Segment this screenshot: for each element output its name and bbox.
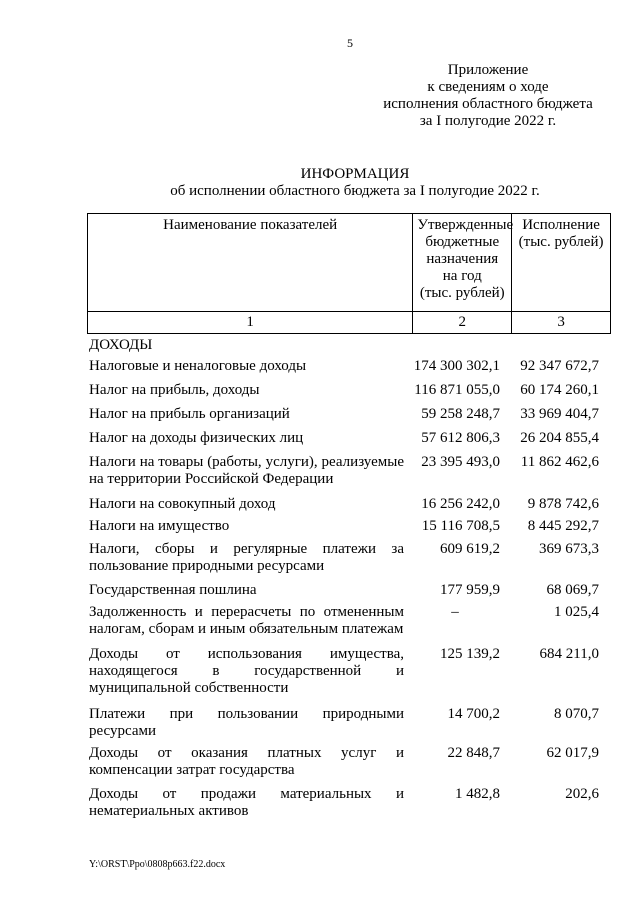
budget-table-header (87, 213, 611, 334)
header-approved-line: Утвержденные (417, 217, 514, 233)
row-executed: 8 445 292,7 (527, 518, 599, 534)
column-number: 3 (512, 312, 611, 334)
column-number: 2 (413, 312, 512, 334)
header-execution-column (512, 214, 611, 312)
row-approved: 16 256 242,0 (421, 496, 500, 512)
row-executed: 202,6 (565, 786, 599, 802)
header-approved-line: (тыс. рублей) (419, 285, 505, 301)
row-approved: 177 959,9 (440, 582, 500, 598)
row-executed: 68 069,7 (546, 582, 599, 598)
row-name: Доходы от использования имущества, находящегося в государственной и муниципальной собственности (89, 646, 404, 696)
row-executed: 9 878 742,6 (527, 496, 599, 512)
row-executed: 33 969 404,7 (520, 406, 599, 422)
document-subtitle: об исполнении областного бюджета за I полугодие 2022 г. (170, 183, 540, 199)
row-approved: 125 139,2 (440, 646, 500, 662)
row-executed: 92 347 672,7 (520, 358, 599, 374)
header-approved-line: назначения (426, 251, 499, 267)
row-executed: 1 025,4 (554, 604, 599, 620)
row-approved: 609 619,2 (440, 541, 500, 557)
appendix-line: Приложение (447, 62, 529, 78)
row-approved: 174 300 302,1 (413, 358, 500, 374)
row-name: Платежи при пользовании природными ресурсами (89, 706, 404, 739)
appendix-line: исполнения областного бюджета (383, 96, 593, 112)
header-approved-line: на год (442, 268, 482, 284)
row-name: Налог на доходы физических лиц (89, 430, 304, 446)
header-execution-line: Исполнение (522, 217, 600, 233)
row-name: Государственная пошлина (89, 582, 257, 598)
header-approved-line: бюджетные (425, 234, 500, 250)
row-name: Доходы от продажи материальных и нематериальных активов (89, 786, 404, 819)
row-approved: 1 482,8 (455, 786, 500, 802)
row-name: Налоговые и неналоговые доходы (89, 358, 307, 374)
document-title: ИНФОРМАЦИЯ (300, 166, 410, 182)
row-name: Налоги на имущество (89, 518, 230, 534)
row-name: Налоги на совокупный доход (89, 496, 276, 512)
row-approved: 14 700,2 (447, 706, 500, 722)
row-executed: 60 174 260,1 (520, 382, 599, 398)
row-approved: 116 871 055,0 (414, 382, 500, 398)
row-name: Налог на прибыль, доходы (89, 382, 260, 398)
row-executed: 369 673,3 (539, 541, 599, 557)
section-heading: ДОХОДЫ (89, 337, 153, 353)
appendix-note (358, 62, 618, 130)
appendix-line: за I полугодие 2022 г. (419, 113, 557, 129)
file-path: Y:\ORST\Ppo\0808p663.f22.docx (89, 859, 226, 870)
row-approved: 23 395 493,0 (421, 454, 500, 470)
row-executed: 8 070,7 (554, 706, 599, 722)
row-name: Задолженность и перерасчеты по отмененным налогам, сборам и иным обязательным платежам (89, 604, 404, 637)
header-execution-line: (тыс. рублей) (518, 234, 604, 250)
row-name: Налог на прибыль организаций (89, 406, 290, 422)
row-approved: – (451, 604, 459, 620)
row-approved: 57 612 806,3 (421, 430, 500, 446)
header-name-column: Наименование показателей (88, 214, 413, 312)
row-approved: 22 848,7 (447, 745, 500, 761)
row-executed: 26 204 855,4 (520, 430, 599, 446)
row-executed: 62 017,9 (546, 745, 599, 761)
row-executed: 11 862 462,6 (520, 454, 599, 470)
page-number: 5 (347, 36, 353, 50)
row-approved: 59 258 248,7 (421, 406, 500, 422)
header-approved-column (413, 214, 512, 312)
row-name: Налоги на товары (работы, услуги), реализуемые на территории Российской Федерации (89, 454, 404, 487)
row-approved: 15 116 708,5 (421, 518, 500, 534)
appendix-line: к сведениям о ходе (427, 79, 549, 95)
column-number: 1 (88, 312, 413, 334)
row-name: Доходы от оказания платных услуг и компенсации затрат государства (89, 745, 404, 778)
row-name: Налоги, сборы и регулярные платежи за пользование природными ресурсами (89, 541, 404, 574)
row-executed: 684 211,0 (539, 646, 599, 662)
